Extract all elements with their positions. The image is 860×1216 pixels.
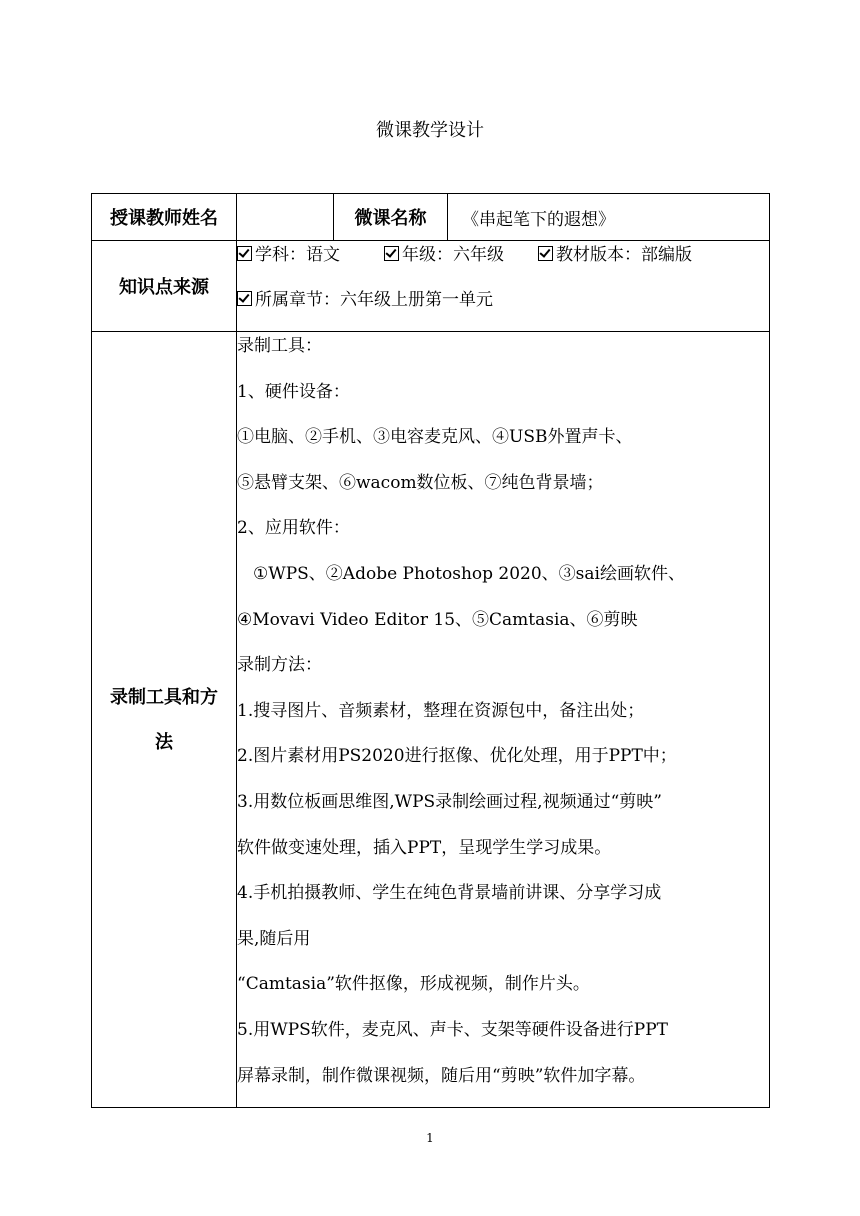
content-line: 录制工具： — [237, 336, 322, 356]
content-line: 1.搜寻图片、音频素材，整理在资源包中，备注出处； — [237, 700, 645, 721]
content-line: “Camtasia”软件抠像，形成视频，制作片头。 — [237, 974, 590, 995]
content-line: 2.图片素材用PS2020进行抠像、优化处理，用于PPT中； — [237, 746, 677, 767]
page-number: 1 — [426, 1131, 434, 1145]
teacher-name-label: 授课教师姓名 — [92, 194, 237, 241]
recording-tools-label — [92, 332, 237, 1108]
content-line: 1、硬件设备： — [237, 381, 350, 402]
content-line: ①电脑、②手机、③电容麦克风、④USB外置声卡、 — [237, 427, 633, 448]
content-line: ①WPS、②Adobe Photoshop 2020、③sai绘画软件、 — [253, 563, 685, 584]
chapter-text: 所属章节：六年级上册第一单元 — [255, 290, 493, 310]
content-line: ⑤悬臂支架、⑥wacom数位板、⑦纯色背景墙； — [237, 472, 604, 493]
content-line: 2、应用软件： — [237, 518, 350, 539]
knowledge-source-content — [237, 241, 770, 332]
document-title: 微课教学设计 — [376, 120, 484, 141]
course-name-value: 《串起笔下的遐想》 — [448, 194, 770, 241]
content-line: 果,随后用 — [237, 928, 311, 949]
chapter-item — [237, 286, 493, 314]
content-line: 3.用数位板画思维图,WPS录制绘画过程,视频通过“剪映” — [237, 791, 662, 812]
row-recording-tools — [92, 332, 770, 1108]
grade-text: 年级：六年级 — [402, 245, 504, 265]
design-table — [91, 193, 770, 1108]
edition-item — [538, 241, 692, 269]
checkbox-checked-icon — [538, 246, 553, 261]
checkbox-checked-icon — [384, 246, 399, 261]
recording-tools-label-line2: 法 — [155, 731, 173, 753]
grade-item — [384, 241, 504, 269]
knowledge-source-label: 知识点来源 — [92, 241, 237, 332]
course-name-label: 微课名称 — [334, 194, 448, 241]
edition-text: 教材版本：部编版 — [556, 245, 692, 265]
content-line: 屏幕录制，制作微课视频，随后用“剪映”软件加字幕。 — [237, 1065, 646, 1086]
recording-tools-label-line1: 录制工具和方 — [110, 686, 218, 708]
recording-tools-content — [237, 332, 770, 1108]
content-line: ④Movavi Video Editor 15、⑤Camtasia、⑥剪映 — [237, 609, 638, 630]
content-line: 4.手机拍摄教师、学生在纯色背景墙前讲课、分享学习成 — [237, 883, 662, 904]
row-knowledge-source — [92, 241, 770, 332]
checkbox-checked-icon — [237, 291, 252, 306]
checkbox-checked-icon — [237, 246, 252, 261]
subject-item — [237, 241, 340, 269]
subject-text: 学科：语文 — [255, 245, 340, 265]
content-line: 软件做变速处理，插入PPT，呈现学生学习成果。 — [237, 837, 612, 858]
teacher-name-value — [237, 194, 334, 241]
row-teacher-course — [92, 194, 770, 241]
content-line: 录制方法： — [237, 655, 322, 676]
content-line: 5.用WPS软件，麦克风、声卡、支架等硬件设备进行PPT — [237, 1019, 668, 1040]
